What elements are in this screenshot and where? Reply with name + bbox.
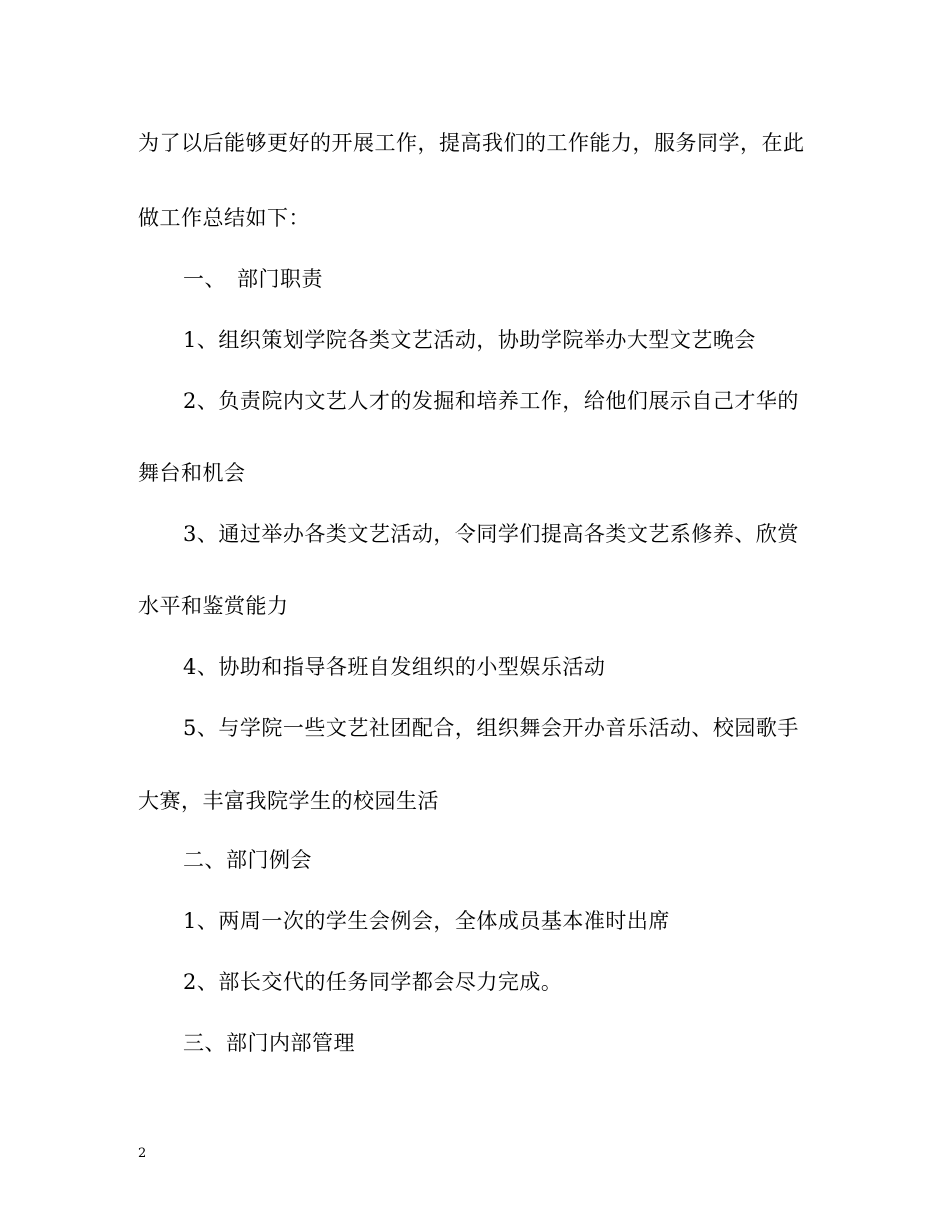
- paragraph-intro-line-2: 做工作总结如下：: [138, 206, 310, 230]
- list-item-2-1: 1、两周一次的学生会例会，全体成员基本准时出席: [183, 909, 670, 933]
- list-item-1-4: 4、协助和指导各班自发组织的小型娱乐活动: [183, 655, 606, 679]
- section-heading-1: 一、 部门职责: [183, 267, 323, 291]
- list-item-1-5-line-1: 5、与学院一些文艺社团配合，组织舞会开办音乐活动、校园歌手: [183, 716, 799, 740]
- page-number: 2: [138, 1146, 147, 1161]
- list-item-1-2-line-1: 2、负责院内文艺人才的发掘和培养工作，给他们展示自己才华的: [183, 389, 799, 413]
- list-item-1-3-line-1: 3、通过举办各类文艺活动，令同学们提高各类文艺系修养、欣赏: [183, 522, 799, 546]
- list-item-1-2-line-2: 舞台和机会: [138, 461, 246, 485]
- list-item-1-5-line-2: 大赛，丰富我院学生的校园生活: [138, 789, 439, 813]
- list-item-2-2: 2、部长交代的任务同学都会尽力完成。: [183, 970, 563, 994]
- paragraph-intro-line-1: 为了以后能够更好的开展工作，提高我们的工作能力，服务同学，在此: [138, 131, 805, 155]
- section-heading-2: 二、部门例会: [183, 848, 312, 872]
- list-item-1-1: 1、组织策划学院各类文艺活动，协助学院举办大型文艺晚会: [183, 328, 756, 352]
- list-item-1-3-line-2: 水平和鉴赏能力: [138, 594, 289, 618]
- section-heading-3: 三、部门内部管理: [183, 1031, 355, 1055]
